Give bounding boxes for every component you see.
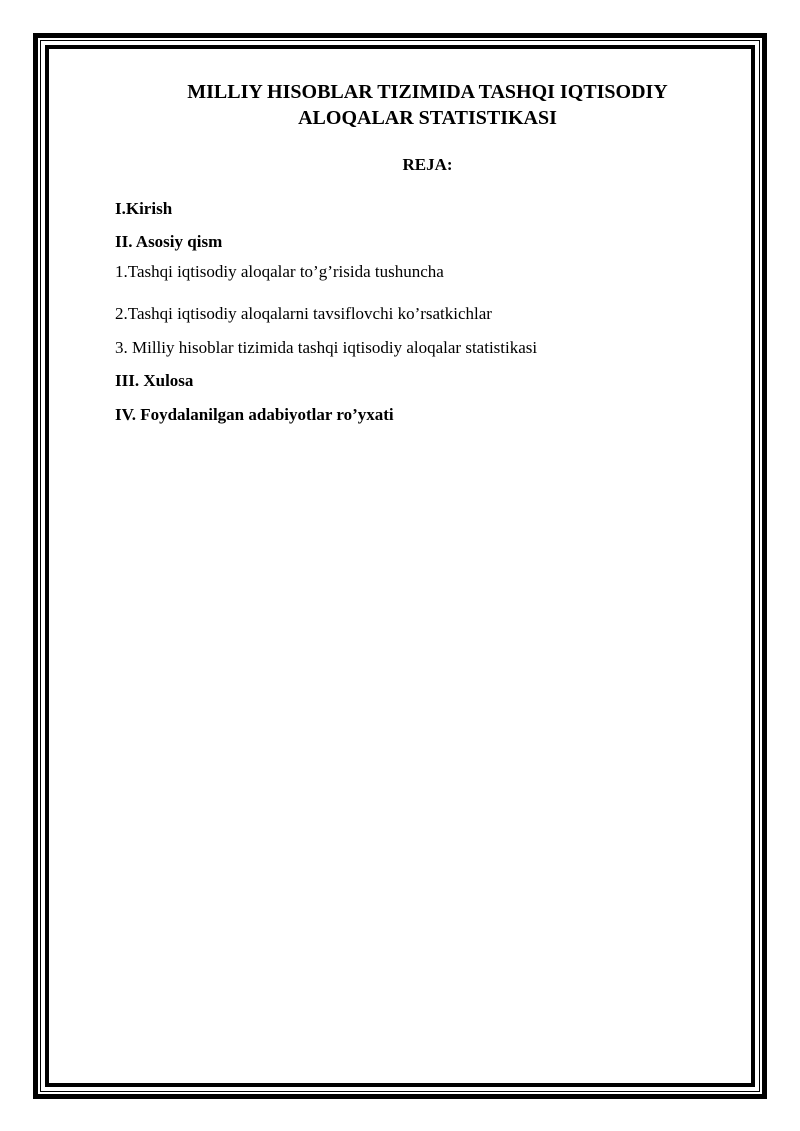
document-title [80, 79, 775, 131]
plan-item-main-part: II. Asosiy qism [115, 232, 223, 251]
plan-item-conclusion: III. Xulosa [115, 371, 194, 390]
plan-item-subsection-2: 2.Tashqi iqtisodiy aloqalarni tavsiflovchi ko’rsatkichlar [115, 304, 492, 323]
document-title-line-1: MILLIY HISOBLAR TIZIMIDA TASHQI IQTISODIY [187, 81, 668, 103]
document-title-line-2: ALOQALAR STATISTIKASI [298, 107, 557, 129]
plan-item-references: IV. Foydalanilgan adabiyotlar ro’yxati [115, 405, 394, 424]
plan-item-subsection-1: 1.Tashqi iqtisodiy aloqalar to’g’risida tushuncha [115, 262, 444, 281]
plan-heading: REJA: [402, 155, 453, 174]
plan-item-introduction: I.Kirish [115, 199, 173, 218]
plan-item-subsection-3: 3. Milliy hisoblar tizimida tashqi iqtisodiy aloqalar statistikasi [115, 338, 538, 357]
